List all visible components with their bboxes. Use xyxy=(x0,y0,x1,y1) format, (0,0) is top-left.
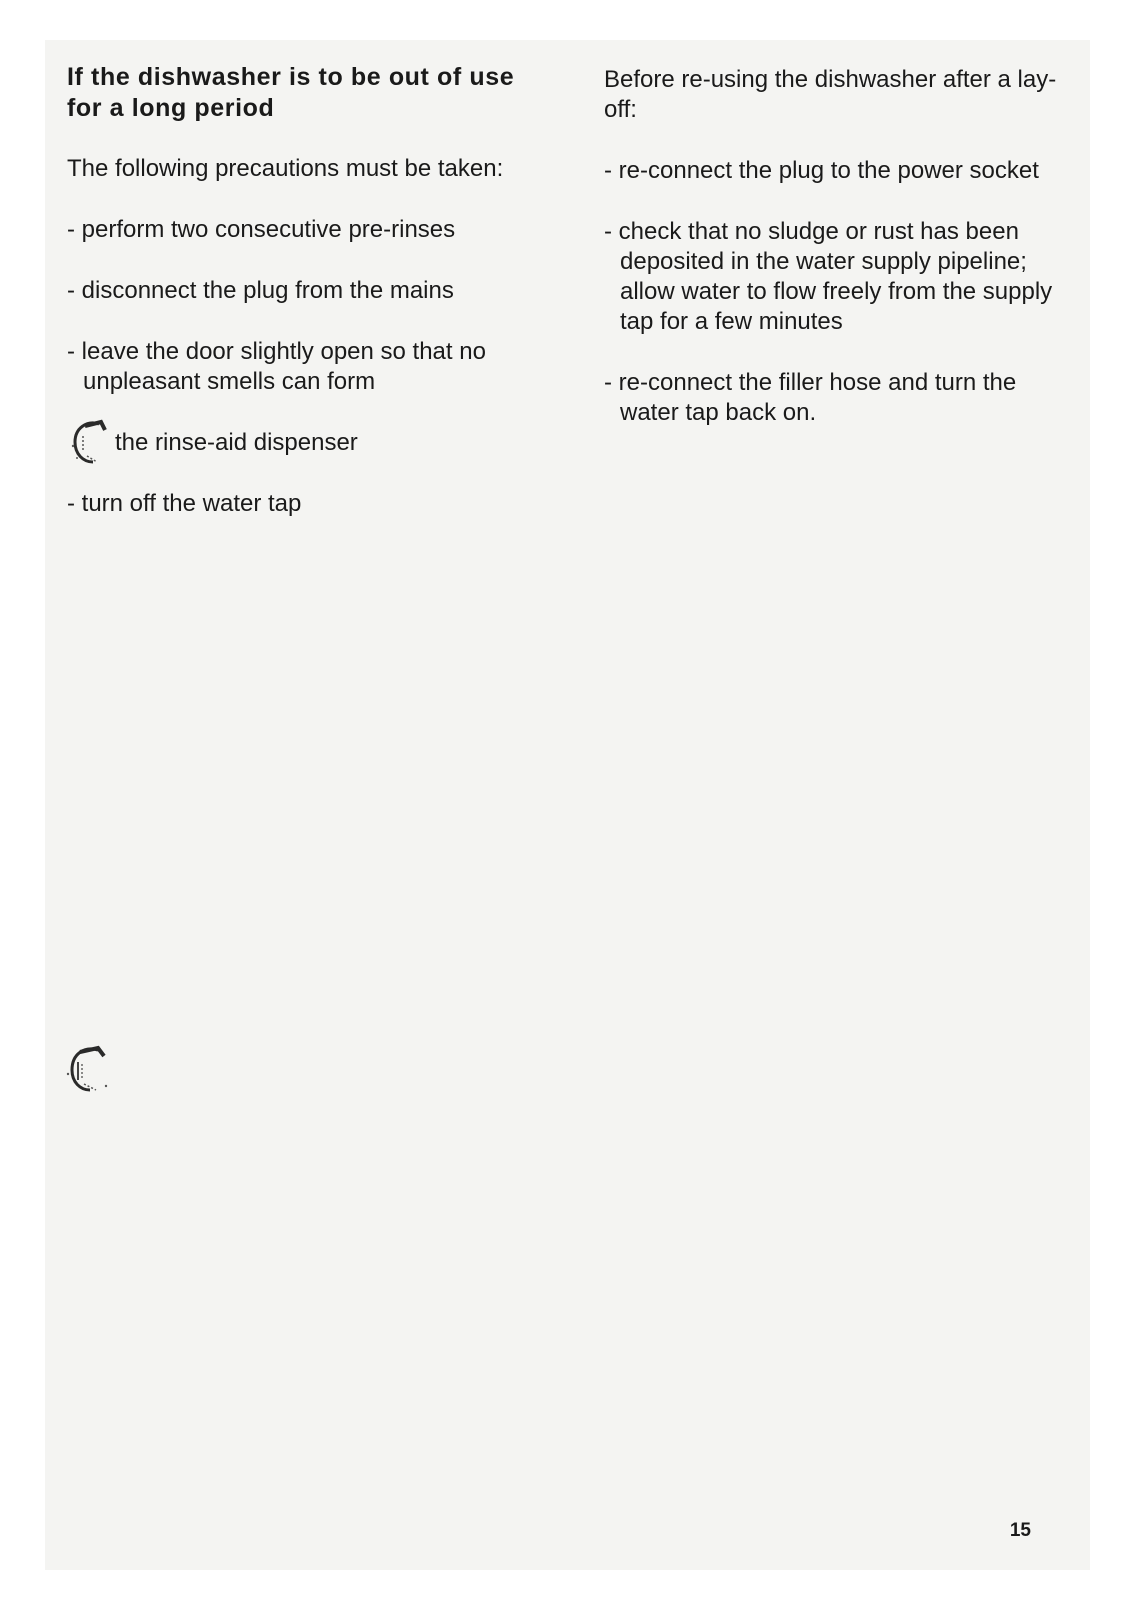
precaution-item-1: - perform two consecutive pre-rinses xyxy=(67,216,456,243)
warning-symbol-icon xyxy=(65,416,117,468)
right-column xyxy=(604,65,1074,459)
left-column xyxy=(67,62,547,550)
page-number: 15 xyxy=(1009,1520,1031,1541)
reuse-item-2: - check that no sludge or rust has been deposited in the water supply pipeline; allow water to flow freely from the supply tap for a few minutes xyxy=(604,218,1053,335)
precaution-item-4-text: the rinse-aid dispenser xyxy=(115,429,358,456)
right-intro-text: Before re-using the dishwasher after a lay-off: xyxy=(604,66,1057,123)
left-intro-text: The following precautions must be taken: xyxy=(67,155,504,182)
reuse-item-3: - re-connect the filler hose and turn the water tap back on. xyxy=(604,369,1017,426)
precaution-item-2: - disconnect the plug from the mains xyxy=(67,277,454,304)
warning-symbol-icon xyxy=(58,1040,116,1098)
precaution-item-5: - turn off the water tap xyxy=(67,490,302,517)
reuse-item-1: - re-connect the plug to the power socket xyxy=(604,157,1039,184)
section-heading: If the dishwasher is to be out of use for a long period xyxy=(67,63,515,122)
precaution-item-3: - leave the door slightly open so that no unpleasant smells can form xyxy=(67,338,486,395)
precaution-item-4 xyxy=(67,428,547,458)
